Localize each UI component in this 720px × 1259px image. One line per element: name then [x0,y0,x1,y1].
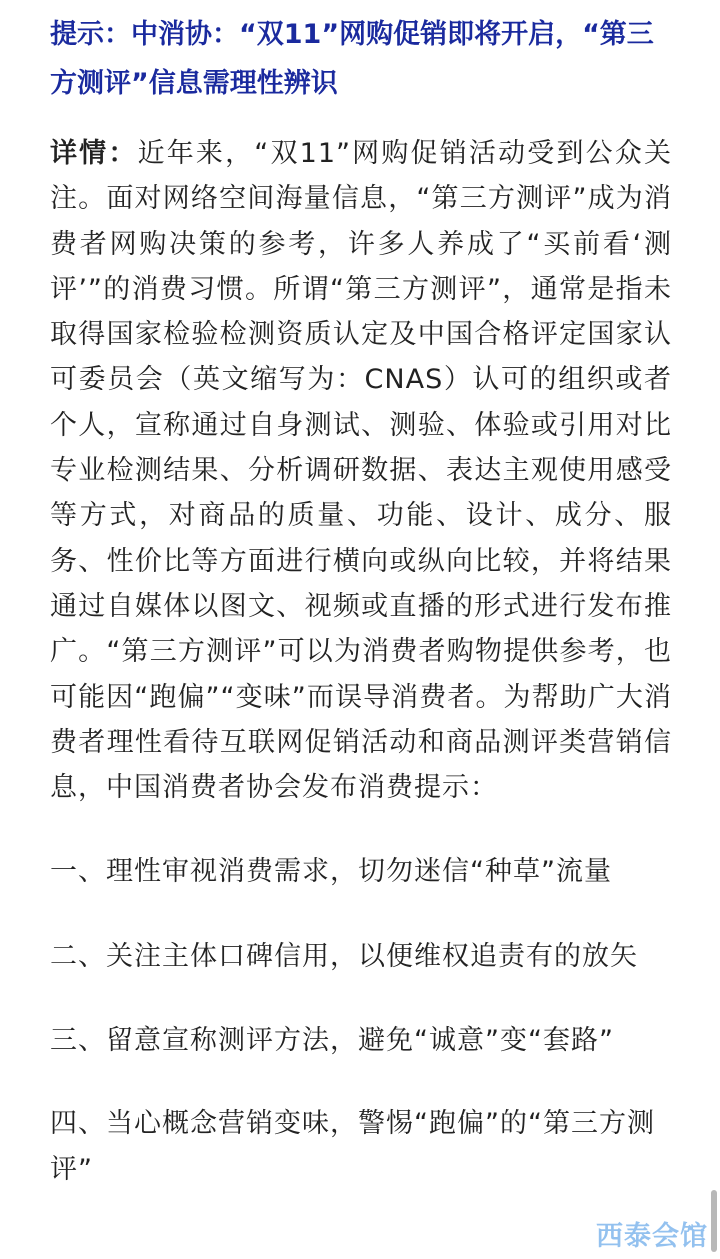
headline: 提示：中消协：“双11”网购促销即将开启，“第三方测评”信息需理性辨识 [50,19,654,99]
details-label: 详情： [50,138,138,169]
tip-item-4: 四、当心概念营销变味，警惕“跑偏”的“第三方测评” [50,1108,655,1185]
tips-list [50,849,672,1191]
details-paragraph [50,131,672,810]
scrollbar-thumb[interactable] [711,1190,717,1252]
article [50,0,672,1192]
tip-item-2: 二、关注主体口碑信用，以便维权追责有的放矢 [50,940,638,972]
tip-item-1: 一、理性审视消费需求，切勿迷信“种草”流量 [50,856,612,888]
tip-item-3: 三、留意宣称测评方法，避免“诚意”变“套路” [50,1025,614,1057]
watermark-logo: 西泰会馆 [596,1221,708,1252]
details-text: 近年来，“双11”网购促销活动受到公众关注。面对网络空间海量信息，“第三方测评”成为消费者网购决策的参考，许多人养成了“买前看‘测评’”的消费习惯。所谓“第三方测评”，通常是指未取得国家检验检测资质认定及中国合格评定国家认可委员会（英文缩写为：CNAS）认可的组织或者个人，宣称通过自身测试、测验、体验或引用对比专业检测结果、分析调研数据、表达主观使用感受等方式，对商品的质量、功能、设计、成分、服务、性价比等方面进行横向或纵向比较，并将结果通过自媒体以图文、视频或直播的形式进行发布推广。“第三方测评”可以为消费者购物提供参考，也可能因“跑偏”“变味”而误导消费者。为帮助广大消费者理性看待互联网促销活动和商品测评类营销信息，中国消费者协会发布消费提示： [50,138,673,804]
